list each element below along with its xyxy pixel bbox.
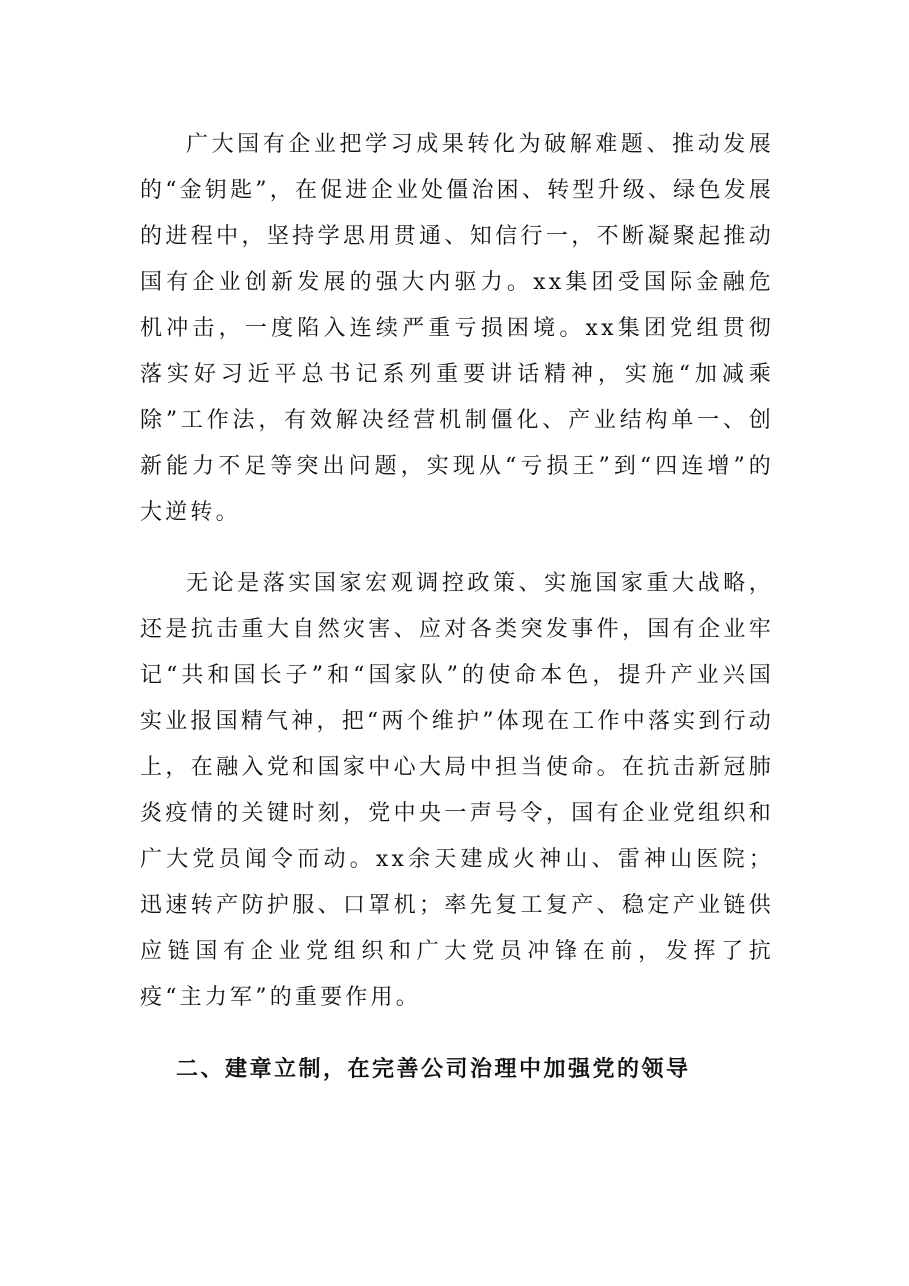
paragraph-2: 无论是落实国家宏观调控政策、实施国家重大战略，还是抗击重大自然灾害、应对各类突发事件，国有企业牢记“共和国长子”和“国家队”的使命本色，提升产业兴国实业报国精气神，把“两个维护”体现在工作中落实到行动上，在融入党和国家中心大局中担当使命。在抗击新冠肺炎疫情的关键时刻，党中央一声号令，国有企业党组织和广大党员闻令而动。xx余天建成火神山、雷神山医院；迅速转产防护服、口罩机；率先复工复产、稳定产业链供应链国有企业党组织和广大党员冲锋在前，发挥了抗疫“主力军”的重要作用。 (140, 571, 774, 1010)
section-heading: 二、建章立制，在完善公司治理中加强党的领导 (176, 1057, 691, 1082)
document-body (140, 122, 774, 1092)
paragraph-1: 广大国有企业把学习成果转化为破解难题、推动发展的“金钥匙”，在促进企业处僵治困、转型升级、绿色发展的进程中，坚持学思用贯通、知信行一，不断凝聚起推动国有企业创新发展的强大内驱力。xx集团受国际金融危机冲击，一度陷入连续严重亏损困境。xx集团党组贯彻落实好习近平总书记系列重要讲话精神，实施“加减乘除”工作法，有效解决经营机制僵化、产业结构单一、创新能力不足等突出问题，实现从“亏损王”到“四连增”的大逆转。 (140, 132, 774, 525)
